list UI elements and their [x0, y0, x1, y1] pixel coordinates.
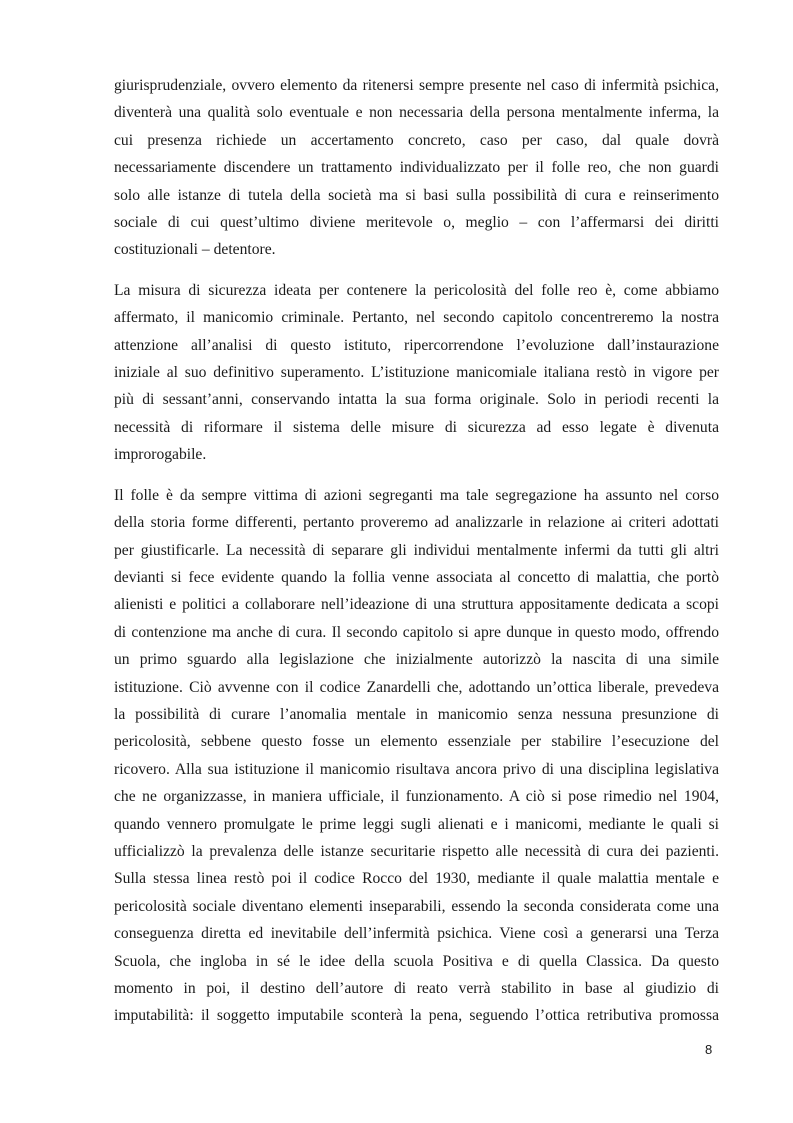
text-line: Scuola, che ingloba in sé le idee della scuola Positiva e di quella Classica. Da questo [114, 952, 719, 970]
text-line: necessità di riformare il sistema delle misure di sicurezza ad esso legate è divenuta [114, 418, 719, 436]
text-line: La misura di sicurezza ideata per contenere la pericolosità del folle reo è, come abbiamo [114, 281, 719, 299]
paragraph-2 [114, 277, 719, 469]
text-line: iniziale al suo definitivo superamento. L’istituzione manicomiale italiana restò in vigore per [114, 364, 719, 382]
text-line: conseguenza diretta ed inevitabile dell’infermità psichica. Viene così a generarsi una Terza [114, 925, 719, 943]
text-line: diventerà una qualità solo eventuale e non necessaria della persona mentalmente inferma, la [114, 104, 719, 122]
page-number: 8 [705, 1042, 713, 1057]
text-line: improrogabile. [114, 446, 207, 464]
text-line: della storia forme differenti, pertanto proveremo ad analizzarle in relazione ai criteri adottati [114, 514, 719, 532]
text-line: momento in poi, il destino dell’autore di reato verrà stabilito in base al giudizio di [114, 980, 719, 997]
text-line: attenzione all’analisi di questo istituto, ripercorrendone l’evoluzione dall’instaurazione [114, 336, 719, 354]
text-line: solo alle istanze di tutela della società ma si basi sulla possibilità di cura e reinserimento [114, 186, 719, 204]
text-line: necessariamente discendere un trattamento individualizzato per il folle reo, che non guardi [114, 159, 719, 177]
text-line: alienisti e politici a collaborare nell’ideazione di una struttura appositamente dedicata a scopi [114, 596, 719, 614]
text-line: la possibilità di curare l’anomalia mentale in manicomio senza nessuna presunzione di [114, 705, 719, 723]
text-line: devianti si fece evidente quando la follia venne associata al concetto di malattia, che portò [114, 568, 719, 586]
text-line: che ne organizzasse, in maniera ufficiale, il funzionamento. A ciò si pose rimedio nel 1904, [114, 788, 719, 806]
text-line: istituzione. Ciò avvenne con il codice Zanardelli che, adottando un’ottica liberale, prevedeva [114, 678, 719, 696]
text-line: per giustificarle. La necessità di separare gli individui mentalmente infermi da tutti gli altri [114, 541, 719, 559]
text-line: giurisprudenziale, ovvero elemento da ritenersi sempre presente nel caso di infermità psichica, [114, 77, 719, 94]
text-line: affermato, il manicomio criminale. Pertanto, nel secondo capitolo concentreremo la nostra [114, 309, 719, 327]
text-line: quando vennero promulgate le prime leggi sugli alienati e i manicomi, mediante le quali si [114, 815, 719, 833]
text-line: un primo sguardo alla legislazione che inizialmente autorizzò la nascita di una simile [114, 651, 719, 669]
text-line: di contenzione ma anche di cura. Il secondo capitolo si apre dunque in questo modo, offrendo [114, 623, 719, 641]
text-line: Sulla stessa linea restò poi il codice Rocco del 1930, mediante il quale malattia mentale e [114, 870, 719, 888]
paragraph-3 [114, 482, 719, 1030]
text-line: ricovero. Alla sua istituzione il manicomio risultava ancora privo di una disciplina legislativa [114, 760, 719, 778]
text-line: cui presenza richiede un accertamento concreto, caso per caso, dal quale dovrà [114, 131, 719, 149]
text-line: pericolosità, sebbene questo fosse un elemento essenziale per stabilire l’esecuzione del [114, 733, 719, 751]
text-line: sociale di cui quest’ultimo diviene meritevole o, meglio – con l’affermarsi dei diritti [114, 214, 719, 232]
text-line: Il folle è da sempre vittima di azioni segreganti ma tale segregazione ha assunto nel corso [114, 486, 719, 504]
text-line: più di sessant’anni, conservando intatta la sua forma originale. Solo in periodi recenti la [114, 391, 719, 409]
document-page [114, 72, 719, 1043]
text-line: imputabilità: il soggetto imputabile sconterà la pena, seguendo l’ottica retributiva promossa [114, 1007, 719, 1025]
text-line: ufficializzò la prevalenza delle istanze securitarie rispetto alle necessità di cura dei pazienti. [114, 842, 719, 860]
paragraph-1 [114, 72, 719, 264]
text-line: pericolosità sociale diventano elementi inseparabili, essendo la seconda considerata come una [114, 897, 719, 915]
text-line: costituzionali – detentore. [114, 241, 276, 259]
